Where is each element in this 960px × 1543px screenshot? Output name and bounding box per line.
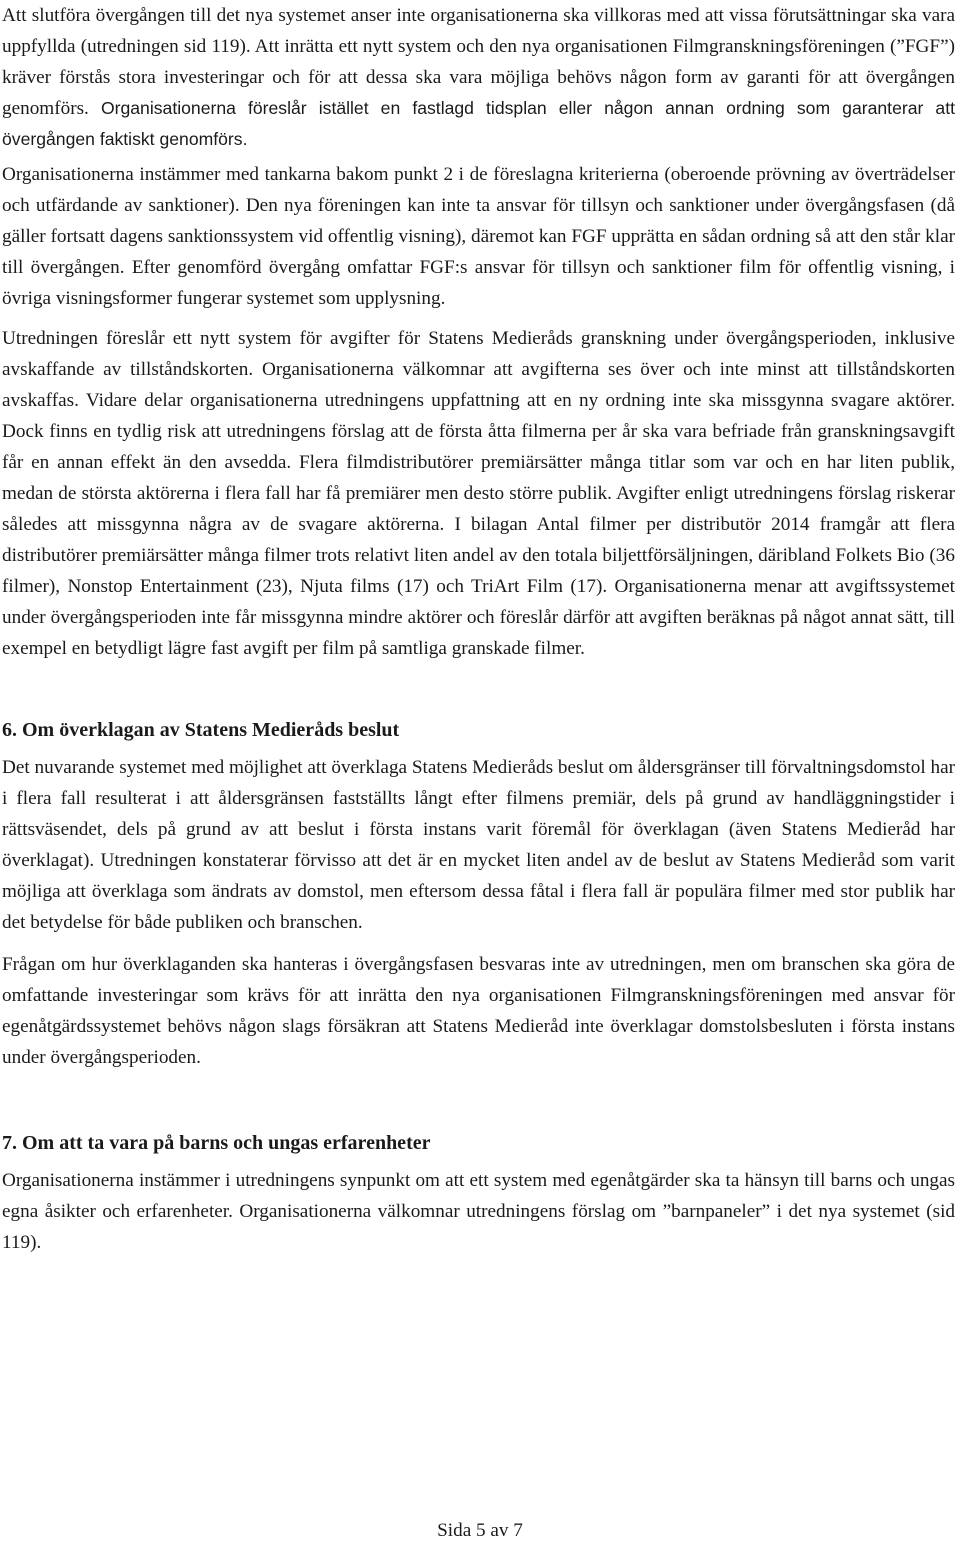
page-number: Sida 5 av 7 — [437, 1520, 523, 1541]
paragraph-children-panels: Organisationerna instämmer i utredningens synpunkt om att ett system med egenåtgärder ska ta hänsyn till barns och ungas egna åsikter och erfarenheter. Organisationerna välkomnar utredningens förslag om ”barnpaneler” i det nya systemet (sid 119). — [2, 1170, 955, 1253]
paragraph-appeals-transition: Frågan om hur överklaganden ska hanteras i övergångsfasen besvaras inte av utredningen, men om branschen ska göra de omfattande investeringar som krävs för att inrätta den nya organisationen Filmgranskningsföreningen med ansvar för egenåtgärdssystemet behövs någon slags försäkran att Statens Medieråd inte överklagar domstolsbesluten i första instans under övergångsperioden. — [2, 954, 955, 1068]
page-content — [2, 0, 955, 1258]
paragraph-text-sans: Organisationerna föreslår istället en fastlagd tidsplan eller någon annan ordning som garanterar att övergången faktiskt genomförs. — [2, 98, 955, 149]
paragraph-text: Att slutföra övergången till det nya systemet anser inte organisationerna ska villkoras med att vissa förutsättningar ska vara uppfyllda (utredningen sid 119). Att inrätta ett nytt system och den nya organisationen Filmgranskningsföreningen (”FGF”) kräver förstås stora investeringar och för att dessa ska vara möjliga behövs någon form av garanti för att övergången genomförs. — [2, 5, 955, 119]
section-heading-children-experience: 7. Om att ta vara på barns och ungas erfarenheter — [2, 1132, 431, 1154]
paragraph-transition-conditions — [2, 0, 955, 155]
section-heading-appeals: 6. Om överklagan av Statens Medieråds beslut — [2, 719, 400, 741]
paragraph-appeals-current-system: Det nuvarande systemet med möjlighet att överklaga Statens Medieråds beslut om åldersgränser till förvaltningsdomstol har i flera fall resulterat i att åldersgränsen fastställts långt efter filmens premiär, dels på grund av handläggningstider i rättsväsendet, dels på grund av att beslut i första instans varit föremål för överklagan (även Statens Medieråd har överklagat). Utredningen konstaterar förvisso att det är en mycket liten andel av de beslut av Statens Medieråd som varit möjliga att överklaga som ändrats av domstol, men eftersom dessa fåtal i flera fall är populära filmer med stor publik har det betydelse för både publiken och branschen. — [2, 757, 955, 933]
paragraph-sanctions: Organisationerna instämmer med tankarna bakom punkt 2 i de föreslagna kriterierna (oberoende prövning av överträdelser och utfärdande av sanktioner). Den nya föreningen kan inte ta ansvar för tillsyn och sanktioner under övergångsfasen (då gäller fortsatt dagens sanktionssystem vid offentlig visning), däremot kan FGF upprätta en sådan ordning så att den står klar till övergången. Efter genomförd övergång omfattar FGF:s ansvar för tillsyn och sanktioner film för offentlig visning, i övriga visningsformer fungerar systemet som upplysning. — [2, 164, 955, 309]
paragraph-fees: Utredningen föreslår ett nytt system för avgifter för Statens Medieråds granskning under övergångsperioden, inklusive avskaffande av tillståndskorten. Organisationerna välkomnar att avgifterna ses över och inte minst att tillståndskorten avskaffas. Vidare delar organisationerna utredningens uppfattning att en ny ordning inte ska missgynna svagare aktörer. Dock finns en tydlig risk att utredningens förslag att de första åtta filmerna per år ska vara befriade från granskningsavgift får en annan effekt än den avsedda. Flera filmdistributörer premiärsätter många titlar som var och en har liten publik, medan de största aktörerna i flera fall har få premiärer men desto större publik. Avgifter enligt utredningens förslag riskerar således att missgynna några av de svagare aktörerna. I bilagan Antal filmer per distributör 2014 framgår att flera distributörer premiärsätter många filmer trots relativt liten andel av den totala biljettförsäljningen, däribland Folkets Bio (36 filmer), Nonstop Entertainment (23), Njuta films (17) och TriArt Film (17). Organisationerna menar att avgiftssystemet under övergångsperioden inte får missgynna mindre aktörer och föreslår därför att avgiften beräknas på något annat sätt, till exempel en betydligt lägre fast avgift per film på samtliga granskade filmer. — [2, 328, 955, 659]
